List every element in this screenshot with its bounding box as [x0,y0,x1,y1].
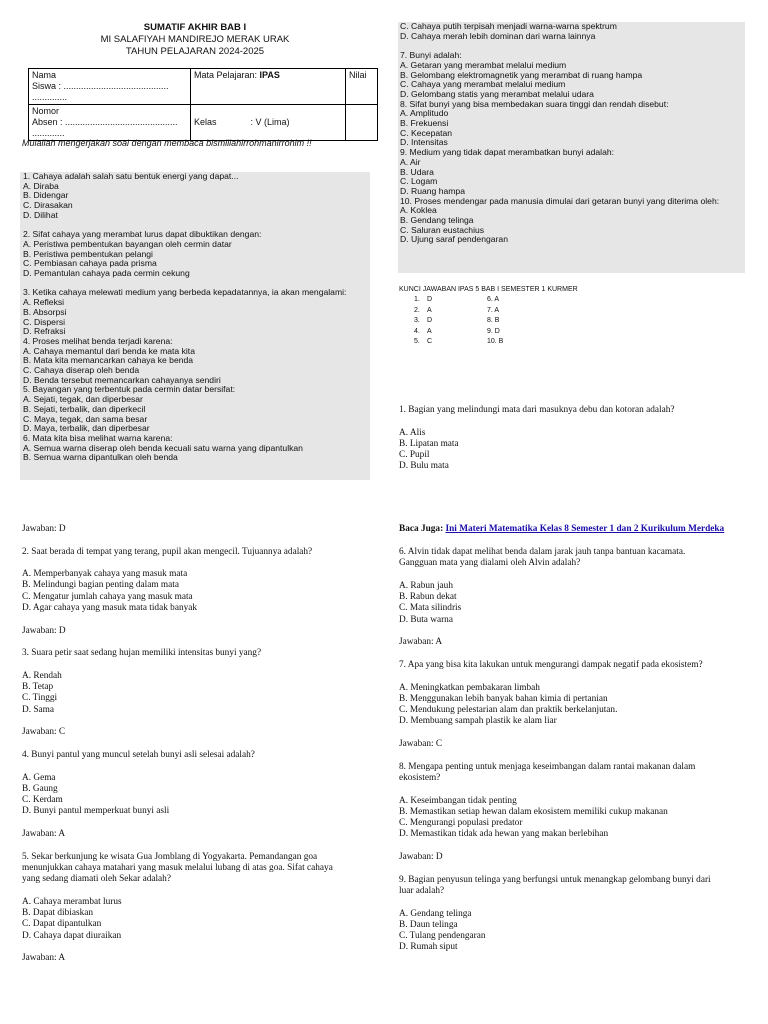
student-name-cell: Nama Siswa : .......................................... .............. [29,69,191,105]
absen-cell: Nomor Absen : ............................................. ............. [29,105,191,141]
class-cell: Kelas : V (Lima) [191,105,346,141]
question-line: 2. Sifat cahaya yang merambat lurus dapat dibuktikan dengan: [23,229,262,240]
answer-line: Jawaban: D [399,852,443,863]
question-line: 4. Bunyi pantul yang muncul setelah bunyi asli selesai adalah? [22,749,255,760]
option-line: D. Maya, terbalik, dan diperbesar [23,423,150,434]
intro-instruction: Mulailah mengerjakan soal dengan membaca bismillahirrohmanirrohim !! [22,138,312,148]
answer-key-number: 1. [414,296,420,304]
question-line: 6. Alvin tidak dapat melihat benda dalam jarak jauh tanpa bantuan kacamata. [399,547,686,557]
option-line: B. Memastikan setiap hewan dalam ekosistem memiliki cukup makanan [399,806,668,817]
option-line: B. Peristiwa pembentukan pelangi [23,248,153,259]
question-line: 8. Mengapa penting untuk menjaga keseimbangan dalam rantai makanan dalam [399,761,696,772]
option-line: D. Memastikan tidak ada hewan yang makan berlebihan [399,829,609,840]
option-line: A. Rendah [22,670,62,681]
option-line: D. Rumah siput [399,942,458,953]
academic-year: TAHUN PELAJARAN 2024-2025 [125,46,265,57]
option-line: A. Sejati, tegak, dan diperbesar [23,394,143,405]
blank-line [399,897,749,908]
blank-line [399,626,749,637]
answer-key-letter: A [427,327,432,335]
answer-key-row [399,306,739,316]
score-cell: Nilai [346,69,378,105]
blank-line [399,750,749,761]
option-line: A. Amplitudo [400,108,449,119]
answer-line: Jawaban: A [22,829,66,840]
option-line: D. Cahaya merah lebih dominan dari warna lainnya [400,30,596,41]
blank-line [22,614,372,625]
answer-line: Jawaban: D [22,524,66,534]
option-line: C. Dirasakan [23,200,73,211]
option-line: C. Cahaya putih terpisah menjadi warna-warna spektrum [400,21,617,31]
option-line: C. Pembiasan cahaya pada prisma [23,258,157,269]
question-line: 1. Cahaya adalah salah satu bentuk energi yang dapat... [23,171,239,181]
option-line: A. Alis [399,427,426,438]
option-line: D. Refraksi [23,326,66,337]
answer-line: Jawaban: A [399,637,443,648]
option-line: C. Logam [400,176,438,187]
right-question-block [398,22,745,273]
question-line: 9. Medium yang tidak dapat merambatkan bunyi adalah: [400,147,615,158]
option-line: A. Peristiwa pembentukan bayangan oleh cermin datar [23,238,232,249]
question-line: 10. Proses mendengar pada manusia dimulai dari getaran bunyi yang diterima oleh: [400,195,720,206]
question-line: 5. Bayangan yang terbentuk pada cermin datar bersifat: [23,384,236,395]
option-line: C. Dispersi [23,316,66,327]
option-line: D. Membuang sampah plastik ke alam liar [399,716,557,727]
blank-line [399,671,749,682]
answer-line: Jawaban: C [22,727,66,738]
option-line: C. Kecepatan [400,127,453,138]
question-line: 7. Apa yang bisa kita lakukan untuk mengurangi dampak negatif pada ekosistem? [399,659,703,670]
option-line: C. Maya, tegak, dan sama besar [23,413,148,424]
option-line: B. Rabun dekat [399,592,457,603]
answer-key-right: 8. B [487,317,500,325]
option-line: B. Absorpsi [23,306,67,317]
exam-title: SUMATIF AKHIR BAB I [143,22,247,33]
answer-key-right: 9. D [487,327,500,335]
option-line: D. Bunyi pantul memperkuat bunyi asli [22,806,170,817]
answer-key-letter: C [427,338,433,346]
right-lower-questions [399,547,749,954]
option-line: D. Gelombang statis yang merambat melalui udara [400,88,594,99]
blank-line [22,660,372,671]
answer-key-number: 3. [414,317,420,325]
exam-header [20,22,370,58]
question-line: 4. Proses melihat benda terjadi karena: [23,335,173,346]
answer-key-row [399,295,739,305]
question-line: 8. Sifat bunyi yang bisa membedakan suara tinggi dan rendah disebut: [400,98,669,109]
left-question-block [20,172,370,480]
question-line: menunjukkan cahaya matahari yang masuk melalui lubang di atas goa. Sifat cahaya [22,862,333,873]
blank-line [399,784,749,795]
option-line: D. Bulu mata [399,461,449,472]
option-line: C. Tulang pendengaran [399,931,486,942]
option-line: B. Dapat dibiaskan [22,908,94,919]
option-line: D. Cahaya dapat diuraikan [22,930,122,941]
option-line: D. Dilihat [23,209,58,220]
option-line: B. Daun telinga [399,919,458,930]
option-line: B. Gendang telinga [400,215,474,226]
option-line: C. Pupil [399,450,430,461]
right-question-1 [399,405,749,473]
blank-line [399,863,749,874]
option-line: D. Intensitas [400,137,448,148]
question-line: Gangguan mata yang dialami oleh Alvin adalah? [399,558,581,569]
student-info-table [28,68,378,141]
option-line: A. Memperbanyak cahaya yang masuk mata [22,569,188,580]
option-line: C. Dapat dipantulkan [22,919,102,930]
option-line: C. Kerdam [22,795,63,806]
answer-line: Jawaban: A [22,953,66,964]
blank-line [399,570,749,581]
question-line: 2. Saat berada di tempat yang terang, pupil akan mengecil. Tujuannya adalah? [22,546,313,557]
option-line: D. Pemantulan cahaya pada cermin cekung [23,268,190,279]
option-line: C. Tinggi [22,693,58,704]
option-line: A. Cahaya merambat lurus [22,896,122,907]
question-line: luar adalah? [399,885,445,896]
option-line: A. Koklea [400,205,437,216]
option-line: A. Diraba [23,180,59,191]
answer-key-row [399,316,739,326]
score-value-cell [346,105,378,141]
answer-key-letter: D [427,296,433,304]
baca-juga: Baca Juga: Ini Materi Matematika Kelas 8 Semester 1 dan 2 Kurikulum Merdeka [399,524,725,534]
answer-key-number: 5. [414,338,420,346]
answer-key-row [399,337,739,347]
blank-line [22,739,372,750]
blank-line [22,761,372,772]
option-line: A. Refleksi [23,297,65,308]
option-line: D. Ujung saraf pendengaran [400,234,508,245]
option-line: B. Semua warna dipantulkan oleh benda [23,452,178,463]
option-line: A. Air [400,156,421,167]
question-line: 1. Bagian yang melindungi mata dari masuknya debu dan kotoran adalah? [399,405,675,415]
option-line: B. Melindungi bagian penting dalam mata [22,580,179,591]
option-line: D. Agar cahaya yang masuk mata tidak banyak [22,603,198,614]
question-line: 6. Mata kita bisa melihat warna karena: [23,432,173,443]
question-line: 9. Bagian penyusun telinga yang berfungsi untuk menangkap gelombang bunyi dari [399,874,711,885]
school-name: MI SALAFIYAH MANDIREJO MERAK URAK [100,34,290,45]
option-line: B. Gelombang elektromagnetik yang merambat di ruang hampa [400,69,643,80]
left-lower-questions [22,524,372,965]
option-line: D. Sama [22,704,55,715]
blank-line [399,416,749,427]
option-line: C. Mendukung pelestarian alam dan praktik berkelanjutan. [399,705,618,716]
answer-key-right: 7. A [487,306,500,314]
blank-line [22,942,372,953]
option-line: B. Mata kita memancarkan cahaya ke benda [23,355,194,366]
question-line: 5. Sekar berkunjung ke wisata Gua Jomblang di Yogyakarta. Pemandangan goa [22,851,318,862]
option-line: A. Rabun jauh [399,580,453,591]
option-line: A. Meningkatkan pembakaran limbah [399,682,540,693]
answer-line: Jawaban: D [22,625,66,636]
option-line: C. Saluran eustachius [400,224,485,235]
blank-line [22,716,372,727]
blank-line [22,558,372,569]
blank-line [399,841,749,852]
baca-juga-link[interactable]: Ini Materi Matematika Kelas 8 Semester 1 dan 2 Kurikulum Merdeka [445,524,725,534]
blank-line [22,840,372,851]
answer-key [399,285,739,347]
option-line: B. Tetap [22,682,54,693]
option-line: D. Benda tersebut memancarkan cahayanya sendiri [23,374,221,385]
option-line: C. Mengurangi populasi predator [399,818,523,829]
blank-line [22,535,372,546]
option-line: B. Sejati, terbalik, dan diperkecil [23,403,146,414]
blank-line [22,637,372,648]
option-line: A. Cahaya memantul dari benda ke mata kita [23,345,195,356]
subject-cell: Mata Pelajaran: IPAS [191,69,346,105]
blank-line [22,818,372,829]
option-line: B. Lipatan mata [399,438,459,449]
question-line: 3. Ketika cahaya melewati medium yang berbeda kepadatannya, ia akan mengalami: [23,287,347,298]
option-line: B. Menggunakan lebih banyak bahan kimia di pertanian [399,693,608,704]
option-line: A. Gendang telinga [399,908,472,919]
answer-key-title: KUNCI JAWABAN IPAS 5 BAB I SEMESTER 1 KURMER [399,286,578,293]
option-line: C. Cahaya diserap oleh benda [23,365,140,376]
answer-key-right: 10. B [487,338,504,346]
question-line: 3. Suara petir saat sedang hujan memiliki intensitas bunyi yang? [22,648,262,659]
option-line: C. Mengatur jumlah cahaya yang masuk mata [22,591,193,602]
option-line: D. Buta warna [399,614,453,625]
blank-line [399,649,749,660]
question-line: 7. Bunyi adalah: [400,50,462,61]
option-line: B. Udara [400,166,434,177]
blank-line [399,728,749,739]
question-line: yang sedang diamati oleh Sekar adalah? [22,874,171,885]
option-line: A. Gema [22,772,56,783]
question-line: ekosistem? [399,772,441,783]
answer-key-letter: D [427,317,433,325]
blank-line [22,886,372,897]
answer-key-row [399,327,739,337]
option-line: B. Didengar [23,190,69,201]
option-line: A. Getaran yang merambat melalui medium [400,59,567,70]
answer-key-number: 4. [414,327,420,335]
answer-key-number: 2. [414,306,420,314]
option-line: D. Ruang hampa [400,185,465,196]
option-line: A. Keseimbangan tidak penting [399,795,517,806]
answer-key-right: 6. A [487,296,500,304]
answer-key-letter: A [427,306,432,314]
option-line: B. Gaung [22,783,58,794]
option-line: C. Mata silindris [399,603,462,614]
answer-line: Jawaban: C [399,739,443,750]
option-line: B. Frekuensi [400,118,449,129]
option-line: C. Cahaya yang merambat melalui medium [400,79,566,90]
option-line: A. Semua warna diserap oleh benda kecuali satu warna yang dipantulkan [23,442,303,453]
